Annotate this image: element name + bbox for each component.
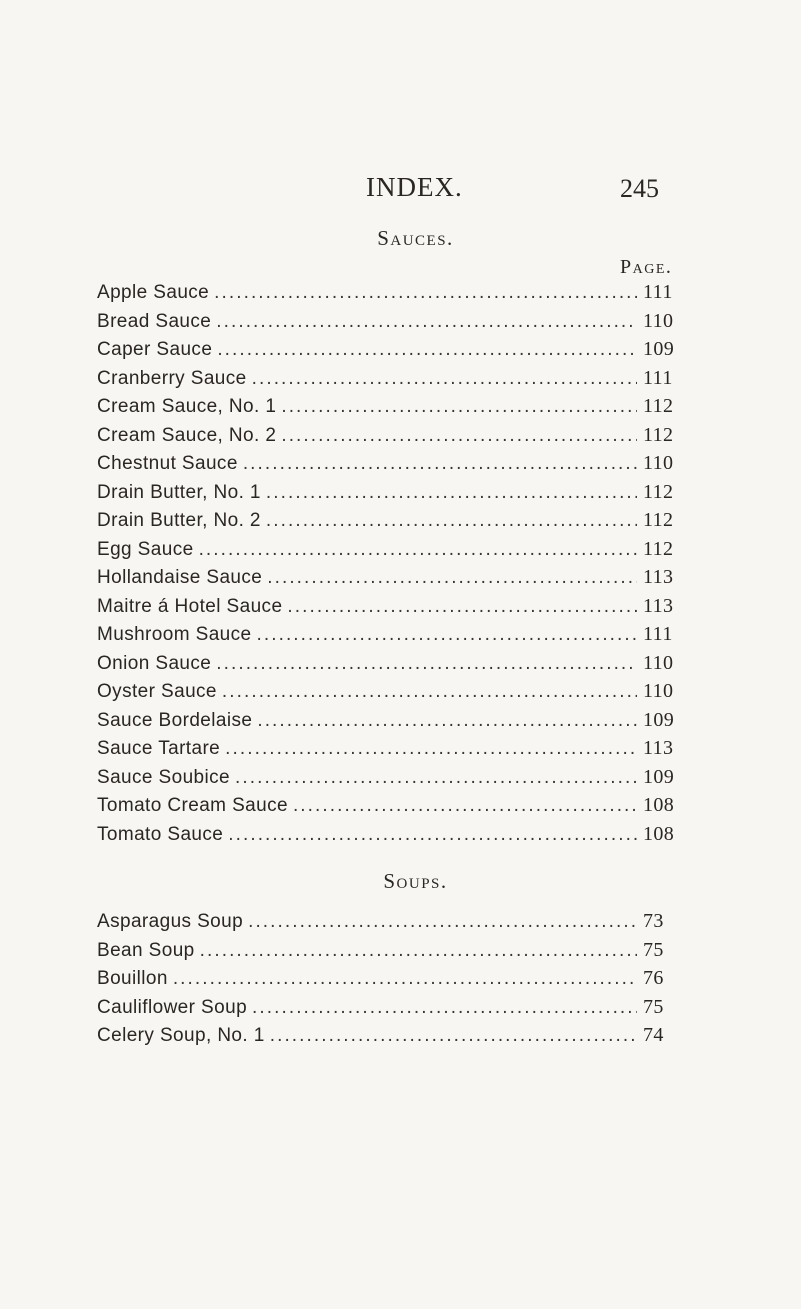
entry-label: Mushroom Sauce — [97, 624, 252, 645]
entry-page-number: 108 — [643, 794, 675, 816]
dot-leader — [257, 624, 637, 646]
dot-leader — [266, 482, 637, 504]
entry-label: Sauce Bordelaise — [97, 709, 253, 731]
entry-page-number: 113 — [643, 737, 674, 759]
entry-label: Onion Sauce — [97, 652, 212, 674]
entry-page-number: 109 — [643, 765, 675, 788]
running-title: INDEX. — [366, 172, 463, 202]
dot-leader — [281, 396, 637, 418]
index-entry — [97, 766, 683, 795]
index-entry — [97, 452, 683, 481]
entry-page-number: 110 — [643, 309, 674, 332]
dot-leader — [199, 539, 637, 561]
index-entry — [97, 310, 683, 339]
dot-leader — [200, 940, 637, 962]
dot-leader — [217, 339, 637, 361]
entry-label: Apple Sauce — [97, 282, 210, 303]
dot-leader — [216, 311, 637, 333]
entry-label: Sauce Tartare — [97, 738, 221, 759]
sauces-section-title: Sauces. — [377, 226, 454, 250]
dot-leader — [235, 767, 637, 789]
entry-page-number: 73 — [643, 910, 664, 932]
index-entry — [97, 538, 683, 567]
dot-leader — [281, 425, 637, 447]
index-entry — [97, 424, 683, 453]
index-entry — [97, 338, 683, 367]
entry-label: Tomato Sauce — [97, 823, 224, 845]
entry-page-number: 113 — [643, 594, 674, 617]
dot-leader — [287, 596, 637, 618]
entry-page-number: 112 — [643, 395, 674, 417]
dot-leader — [173, 968, 637, 990]
entry-page-number: 111 — [643, 623, 673, 645]
entry-label: Oyster Sauce — [97, 681, 217, 702]
entry-page-number: 110 — [643, 452, 674, 474]
index-entry — [97, 481, 683, 510]
entry-page-number: 111 — [643, 366, 673, 389]
index-entry — [97, 939, 683, 968]
page-column-heading: Page. — [620, 256, 673, 278]
index-entry — [97, 709, 683, 738]
dot-leader — [248, 911, 637, 933]
dot-leader — [243, 453, 637, 475]
index-entry — [97, 652, 683, 681]
index-entry — [97, 395, 683, 424]
dot-leader — [257, 710, 637, 732]
entry-page-number: 111 — [643, 281, 673, 303]
index-entry — [97, 823, 683, 852]
entry-label: Hollandaise Sauce — [97, 567, 263, 588]
index-entry — [97, 595, 683, 624]
index-entry — [97, 737, 683, 766]
index-entry — [97, 623, 683, 652]
entry-page-number: 112 — [643, 509, 674, 531]
entry-label: Chestnut Sauce — [97, 453, 238, 474]
dot-leader — [228, 824, 637, 846]
dot-leader — [293, 795, 637, 817]
entry-label: Cream Sauce, No. 1 — [97, 396, 277, 417]
entry-label: Caper Sauce — [97, 339, 213, 360]
dot-leader — [267, 567, 637, 589]
entry-label: Cranberry Sauce — [97, 367, 247, 389]
dot-leader — [225, 738, 637, 760]
dot-leader — [214, 282, 637, 304]
dot-leader — [222, 681, 637, 703]
entry-page-number: 112 — [643, 537, 674, 560]
index-entry — [97, 794, 683, 823]
entry-page-number: 74 — [643, 1024, 664, 1046]
entry-page-number: 76 — [643, 967, 664, 989]
entry-label: Celery Soup, No. 1 — [97, 1025, 265, 1046]
soups-section-title: Soups. — [383, 869, 448, 893]
entry-label: Cauliflower Soup — [97, 996, 248, 1018]
entry-label: Bread Sauce — [97, 310, 212, 332]
entry-label: Cream Sauce, No. 2 — [97, 424, 277, 446]
entry-label: Sauce Soubice — [97, 766, 231, 788]
index-entry — [97, 566, 683, 595]
entry-page-number: 75 — [643, 995, 664, 1018]
entry-label: Drain Butter, No. 2 — [97, 510, 261, 531]
entry-label: Drain Butter, No. 1 — [97, 481, 261, 503]
entry-page-number: 109 — [643, 708, 675, 731]
entry-page-number: 108 — [643, 822, 675, 845]
entry-page-number: 113 — [643, 566, 674, 588]
dot-leader — [252, 368, 637, 390]
page-header — [0, 172, 801, 212]
entry-label: Asparagus Soup — [97, 911, 244, 932]
index-entry — [97, 367, 683, 396]
index-entry — [97, 967, 683, 996]
entry-label: Tomato Cream Sauce — [97, 795, 288, 816]
dot-leader — [270, 1025, 637, 1047]
entry-label: Egg Sauce — [97, 538, 194, 560]
index-entry — [97, 509, 683, 538]
entry-page-number: 110 — [643, 651, 674, 674]
soups-index-list — [97, 910, 683, 1053]
entry-label: Bouillon — [97, 968, 168, 989]
entry-page-number: 112 — [643, 480, 674, 503]
index-entry — [97, 1024, 683, 1053]
entry-label: Bean Soup — [97, 939, 195, 961]
entry-label: Maitre á Hotel Sauce — [97, 595, 283, 617]
index-entry — [97, 996, 683, 1025]
dot-leader — [216, 653, 637, 675]
sauces-index-list — [97, 281, 683, 851]
entry-page-number: 110 — [643, 680, 674, 702]
entry-page-number: 109 — [643, 338, 675, 360]
entry-page-number: 75 — [643, 938, 664, 961]
index-entry — [97, 910, 683, 939]
entry-page-number: 112 — [643, 423, 674, 446]
index-entry — [97, 680, 683, 709]
dot-leader — [266, 510, 637, 532]
page-number: 245 — [620, 174, 659, 203]
dot-leader — [252, 997, 637, 1019]
index-entry — [97, 281, 683, 310]
